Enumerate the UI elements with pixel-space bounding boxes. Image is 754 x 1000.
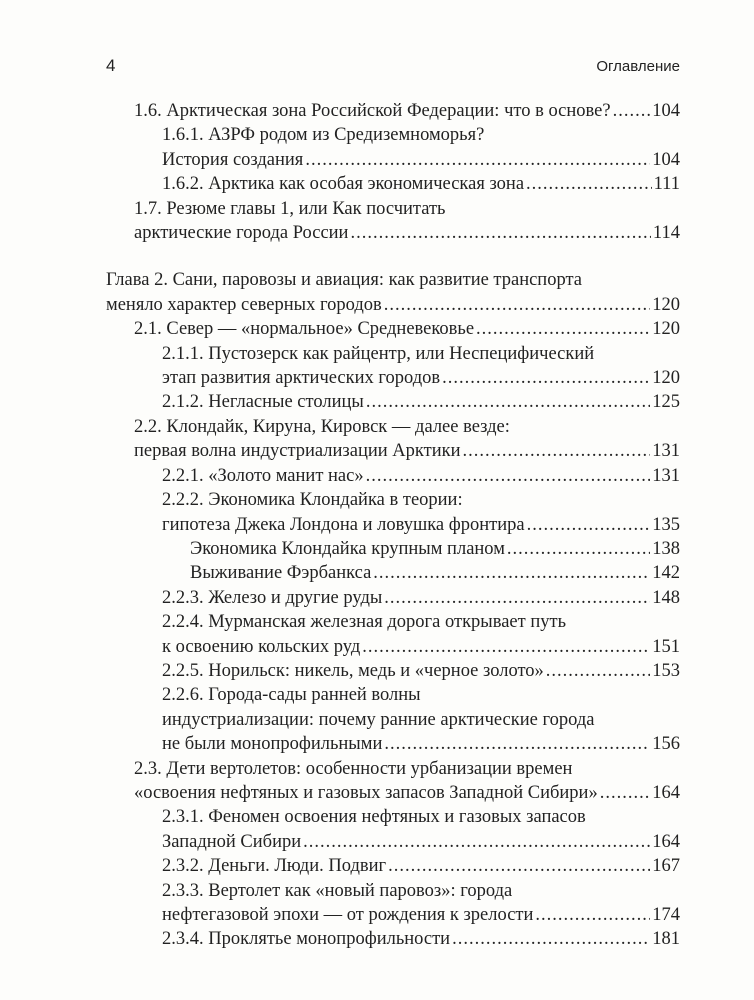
toc-entry-title: Экономика Клондайка крупным планом [190,538,505,559]
toc-entry-title: Западной Сибири [162,831,302,852]
toc-entry [162,659,680,683]
table-of-contents [0,99,754,952]
toc-page-number: 104 [652,101,680,121]
toc-entry-title: История создания [162,149,304,170]
toc-entry-title: этап развития арктических городов [162,368,441,389]
toc-entry [162,390,680,414]
toc-leader-dots [388,854,650,878]
toc-entry [162,342,680,391]
toc-entry-title-start: 2.1.1. Пустозерск как райцентр, или Неспецифический [162,343,595,364]
toc-leader-dots [305,148,650,172]
toc-entry-title-start: Глава 2. Сани, паровозы и авиация: как развитие транспорта [106,270,582,291]
toc-page-number: 111 [653,174,680,195]
toc-entry-title: не были монопрофильными [162,734,383,755]
toc-entry-title: первая волна индустриализации Арктики [134,441,461,462]
toc-leader-dots [362,635,650,659]
toc-entry-title: 2.2.5. Норильск: никель, медь и «черное золото» [162,660,544,681]
toc-leader-dots [463,439,651,463]
toc-entry-title-start: 2.3.1. Феномен освоения нефтяных и газовых запасов [162,807,586,828]
toc-page-number: 174 [652,905,680,925]
toc-entry-title: арктические города России [134,223,349,244]
page-number: 4 [106,56,116,75]
toc-entry [190,561,680,585]
toc-page-number: 153 [652,660,680,681]
toc-page-number: 120 [652,294,680,315]
toc-page-number: 156 [652,734,680,755]
toc-entry-title-start: 2.2.6. Города-сады ранней волны индустриализации: почему ранние арктические города [162,685,595,730]
toc-entry [162,610,680,659]
toc-entry [134,99,680,123]
toc-entry-title: 1.6.2. Арктика как особая экономическая зона [162,174,525,195]
toc-leader-dots [476,317,650,341]
toc-entry [162,927,680,951]
toc-entry [162,805,680,854]
toc-entry-title-start: 1.7. Резюме главы 1, или Как посчитать [134,198,446,219]
toc-page-number: 167 [652,856,680,877]
toc-chapter-entry [106,268,680,317]
toc-leader-dots [384,293,651,317]
toc-entry-title: 1.6. Арктическая зона Российской Федерации: что в основе? [134,101,611,121]
toc-page-number: 120 [652,368,680,389]
toc-entry-title: 2.3.4. Проклятье монопрофильности [162,929,451,950]
toc-entry [134,317,680,341]
toc-entry-title-start: 1.6.1. АЗРФ родом из Средиземноморья? [162,125,485,146]
toc-page-number: 148 [652,587,680,608]
toc-leader-dots [452,927,650,951]
toc-entry-title-start: 2.2.4. Мурманская железная дорога открывает путь [162,612,567,633]
toc-leader-dots [350,221,650,245]
toc-entry [190,537,680,561]
toc-leader-dots [613,99,651,123]
toc-entry-title: 2.1.2. Негласные столицы [162,392,364,413]
toc-entry-title-start: 2.3.3. Вертолет как «новый паровоз»: города [162,880,513,901]
toc-entry [162,488,680,537]
toc-entry [162,683,680,756]
toc-entry-title-start: 2.2. Клондайк, Кируна, Кировск — далее везде: [134,416,510,437]
toc-entry-title: «освоения нефтяных и газовых запасов Западной Сибири» [134,782,598,803]
toc-leader-dots [303,830,650,854]
toc-entry-title: нефтегазовой эпохи — от рождения к зрелости [162,905,534,925]
toc-page-number: 131 [652,441,680,462]
toc-page-number: 138 [652,538,680,559]
toc-entry-title: 2.2.3. Железо и другие руды [162,587,383,608]
toc-page-number: 120 [652,319,680,340]
toc-page-number: 104 [652,149,680,170]
toc-leader-dots [526,172,652,196]
toc-entry-title: 2.3.2. Деньги. Люди. Подвиг [162,856,387,877]
toc-page-number: 181 [652,929,680,950]
toc-entry-title: к освоению кольских руд [162,636,361,657]
toc-leader-dots [366,390,650,414]
toc-leader-dots [546,659,650,683]
toc-entry-title-start: 2.3. Дети вертолетов: особенности урбанизации времен [134,758,573,779]
toc-entry [134,757,680,806]
toc-entry [162,854,680,878]
toc-entry [134,197,680,246]
toc-page-number: 164 [652,831,680,852]
toc-entry [162,879,680,928]
toc-entry [162,586,680,610]
toc-leader-dots [384,586,650,610]
toc-leader-dots [527,513,651,537]
toc-leader-dots [507,537,650,561]
toc-entry-title: меняло характер северных городов [106,294,382,315]
toc-page-number: 142 [652,563,680,584]
toc-entry [162,123,680,172]
toc-entry [162,464,680,488]
toc-page-number: 114 [652,223,680,244]
toc-entry-title-start: 2.2.2. Экономика Клондайка в теории: [162,490,463,511]
running-title: Оглавление [596,58,680,75]
toc-leader-dots [366,464,651,488]
toc-leader-dots [442,366,650,390]
toc-entry-title: 2.2.1. «Золото манит нас» [162,465,364,486]
toc-leader-dots [535,903,650,927]
toc-page-number: 164 [652,782,680,803]
toc-page-number: 131 [652,465,680,486]
toc-leader-dots [373,561,650,585]
toc-page-number: 135 [652,514,680,535]
toc-entry-title: Выживание Фэрбанкса [190,563,372,584]
toc-leader-dots [600,781,651,805]
toc-entry [162,172,680,196]
toc-leader-dots [384,732,650,756]
toc-entry-title: 2.1. Север — «нормальное» Средневековье [134,319,475,340]
toc-entry-title: гипотеза Джека Лондона и ловушка фронтира [162,514,525,535]
toc-page-number: 125 [652,392,680,413]
toc-entry [134,415,680,464]
toc-page-number: 151 [652,636,680,657]
